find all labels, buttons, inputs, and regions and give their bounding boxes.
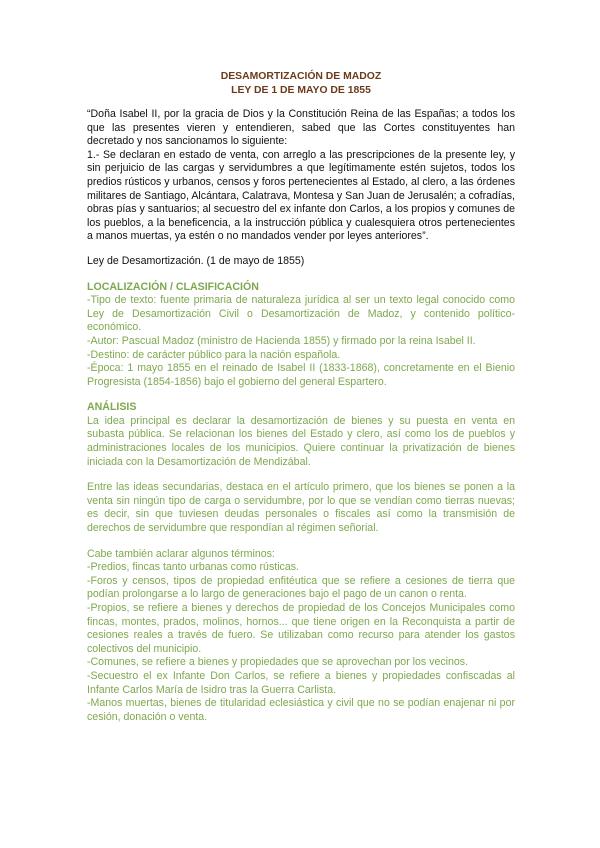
localizacion-heading: LOCALIZACIÓN / CLASIFICACIÓN — [87, 280, 259, 293]
analisis-paragraph-1: La idea principal es declarar la desamortización de bienes y su puesta en venta en subasta pública. Se relacionan los bienes del Estado y clero, así como los de pueblos y administraciones locales de los municipios. Quiere continuar la privatización de bienes iniciada con la Desamortización de Mendizábal. — [87, 414, 515, 468]
list-item: -Manos muertas, bienes de titularidad eclesiástica y civil que no se podían enajenar ni por cesión, donación o venta. — [87, 697, 515, 723]
source-caption: Ley de Desamortización. (1 de mayo de 1855) — [87, 254, 305, 267]
list-item: -Época: 1 mayo 1855 en el reinado de Isabel II (1833-1868), concretamente en el Bienio Progresista (1854-1856) bajo el gobierno del general Espartero. — [87, 362, 515, 388]
list-item: -Foros y censos, tipos de propiedad enfitéutica que se refiere a cesiones de tierra que podían prolongarse a lo largo de generaciones bajo el pago de un canon o renta. — [87, 574, 515, 601]
title-line-2: LEY DE 1 DE MAYO DE 1855 — [231, 85, 371, 96]
list-item: -Destino: de carácter público para la nación española. — [87, 348, 341, 361]
list-item: -Tipo de texto: fuente primaria de naturaleza jurídica al ser un texto legal conocido como Ley de Desamortización Civil o Desamortización de Madoz, y contenido político-económico. — [87, 294, 515, 334]
analisis-paragraph-2: Entre las ideas secundarias, destaca en el artículo primero, que los bienes se ponen a la venta sin ningún tipo de carga o servidumbre, por lo que se vendían como tierras nuevas; es decir, sin que tuviesen deudas personales o fiscales así como la transmisión de derechos de servidumbre que respondían al régimen señorial. — [87, 481, 515, 535]
terms-list — [87, 561, 515, 724]
list-item: -Propios, se refiere a bienes y derechos de propiedad de los Concejos Municipales como fincas, montes, prados, molinos, hornos... que tiene origen en la Reconquista a partir de cesiones reales a través de fuero. Se utilizaban como recurso para atender los gastos colectivos del municipio. — [87, 602, 515, 655]
law-quote — [87, 108, 515, 244]
list-item: -Autor: Pascual Madoz (ministro de Hacienda 1855) y firmado por la reina Isabel II. — [87, 334, 476, 347]
terms-intro: Cabe también aclarar algunos términos: — [87, 547, 275, 560]
list-item: -Comunes, se refiere a bienes y propiedades que se aprovechan por los vecinos. — [87, 656, 469, 669]
list-item: -Predios, fincas tanto urbanas como rústicas. — [87, 561, 299, 574]
list-item: -Secuestro el ex Infante Don Carlos, se refiere a bienes y propiedades confiscadas al Infante Carlos María de Isidro tras la Guerra Carlista. — [87, 669, 515, 696]
title-line-1: DESAMORTIZACIÓN DE MADOZ — [220, 71, 382, 82]
analisis-heading: ANÁLISIS — [87, 401, 137, 414]
localizacion-list — [87, 294, 515, 389]
quote-article: 1.- Se declaran en estado de venta, con arreglo a las prescripciones de la presente ley, y sin perjuicio de las cargas y servidumbres a que legítimamente estén sujetos, todos los predios rústicos y urbanos, censos y foros pertenecientes al Estado, al clero, a las órdenes militares de Santiago, Alcántara, Calatrava, Montesa y San Juan de Jerusalén; a cofradías, obras pías y santuarios; al secuestro del ex infante don Carlos, a los propios y comunes de los pueblos, a la beneficencia, a la instrucción pública y cualesquiera otros pertenecientes a manos muertas, ya estén o no mandados vender por leyes anteriores”. — [87, 148, 515, 243]
document-page — [87, 70, 515, 724]
quote-intro: “Doña Isabel II, por la gracia de Dios y la Constitución Reina de las Españas; a todos los que las presentes vieren y entendieren, sabed que las Cortes constituyentes han decretado y nos sancionamos lo siguiente: — [87, 108, 515, 148]
